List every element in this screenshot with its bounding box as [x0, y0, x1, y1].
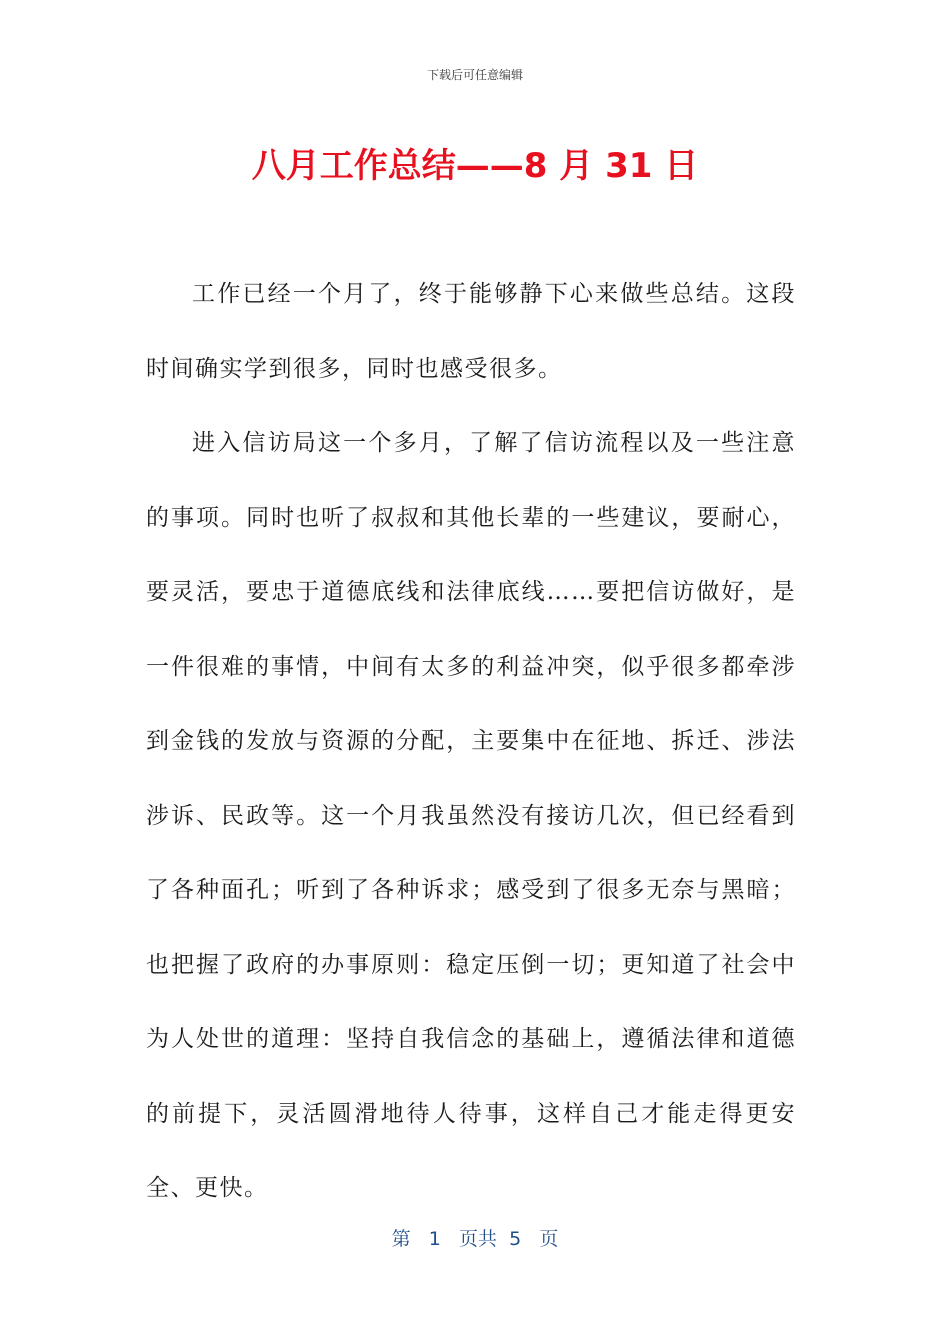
paragraph: 进入信访局这一个多月，了解了信访流程以及一些注意的事项。同时也听了叔叔和其他长辈的一些建议，要耐心，要灵活，要忠于道德底线和法律底线……要把信访做好，是一件很难的事情，中间有太多的利益冲突，似乎很多都牵涉到金钱的发放与资源的分配，主要集中在征地、拆迁、涉法涉诉、民政等。这一个月我虽然没有接访几次，但已经看到了各种面孔；听到了各种诉求；感受到了很多无奈与黑暗；也把握了政府的办事原则：稳定压倒一切；更知道了社会中为人处世的道理：坚持自我信念的基础上，遵循法律和道德的前提下，灵活圆滑地待人待事，这样自己才能走得更安全、更快。	[146, 430, 796, 1201]
total-pages-number: 5	[509, 1228, 522, 1250]
page-label-suffix: 页	[539, 1228, 559, 1250]
page-footer	[0, 1224, 950, 1251]
page-label-prefix: 第	[391, 1228, 411, 1250]
current-page-number: 1	[428, 1228, 441, 1250]
document-body	[146, 257, 796, 1226]
paragraph: 工作已经一个月了，终于能够静下心来做些总结。这段时间确实学到很多，同时也感受很多。	[146, 281, 796, 382]
document-title: 八月工作总结——8 月 31 日	[251, 146, 699, 186]
header-note: 下载后可任意编辑	[426, 68, 523, 82]
page-label-mid: 页共	[459, 1228, 498, 1250]
